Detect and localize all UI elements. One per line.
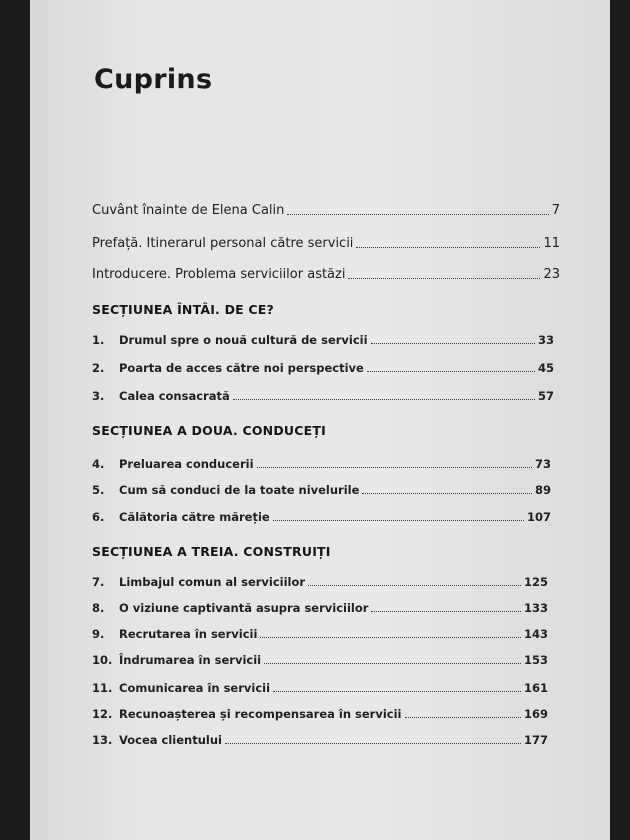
toc-entry-page: 11 (543, 236, 560, 251)
toc-item-page: 45 (537, 361, 554, 375)
toc-entry-label: Introducere. Problema serviciilor astăzi (92, 267, 346, 282)
toc-item-number: 2. (92, 361, 105, 375)
toc-item-number: 6. (92, 510, 105, 524)
toc-item-label: O viziune captivantă asupra serviciilor (119, 601, 369, 615)
dot-leader (264, 662, 521, 664)
toc-item-label: Vocea clientului (119, 733, 222, 747)
toc-item-label: Călătoria către măreție (119, 510, 270, 524)
dot-leader (257, 466, 532, 468)
toc-item-page: 73 (534, 457, 551, 471)
toc-item-page: 153 (523, 653, 548, 667)
toc-item-page: 177 (523, 733, 548, 747)
dot-leader (371, 342, 535, 344)
toc-entry-label: Prefață. Itinerarul personal către servicii (92, 236, 354, 251)
toc-item-number: 4. (92, 457, 105, 471)
section-heading: SECȚIUNEA A TREIA. CONSTRUIȚI (92, 544, 331, 559)
dot-leader (367, 370, 535, 372)
toc-item-number: 3. (92, 389, 105, 403)
toc-item (92, 707, 548, 721)
toc-item (92, 653, 548, 667)
section-heading: SECȚIUNEA A DOUA. CONDUCEȚI (92, 423, 326, 438)
dot-leader (405, 716, 521, 718)
toc-item (92, 627, 548, 641)
toc-item-number: 7. (92, 575, 105, 589)
toc-item-label: Îndrumarea în servicii (119, 653, 262, 667)
toc-entry-preface (92, 236, 560, 251)
toc-item-label: Recrutarea în servicii (119, 627, 258, 641)
toc-item-number: 5. (92, 483, 105, 497)
toc-item (92, 457, 551, 471)
dot-leader (308, 584, 521, 586)
toc-item-label: Recunoașterea și recompensarea în servicii (119, 707, 402, 721)
toc-item-page: 125 (523, 575, 548, 589)
toc-item-label: Limbajul comun al serviciilor (119, 575, 306, 589)
toc-item-number: 8. (92, 601, 105, 615)
toc-item-label: Calea consacrată (119, 389, 230, 403)
toc-item-number: 9. (92, 627, 105, 641)
toc-item (92, 361, 554, 375)
toc-item-page: 143 (523, 627, 548, 641)
dot-leader (371, 610, 521, 612)
toc-item-page: 33 (537, 333, 554, 347)
book-page (30, 0, 610, 840)
toc-item (92, 601, 548, 615)
dot-leader (348, 277, 540, 279)
toc-item-label: Cum să conduci de la toate nivelurile (119, 483, 360, 497)
dot-leader (356, 246, 540, 248)
toc-item-label: Preluarea conducerii (119, 457, 254, 471)
toc-entry-page: 7 (551, 203, 560, 218)
dot-leader (287, 213, 548, 215)
toc-entry-label: Cuvânt înainte de Elena Calin (92, 203, 285, 218)
toc-entry-foreword (92, 203, 560, 218)
toc-item-page: 89 (534, 483, 551, 497)
toc-item-number: 11. (92, 681, 113, 695)
toc-item (92, 483, 551, 497)
toc-item (92, 389, 554, 403)
toc-item-label: Poarta de acces către noi perspective (119, 361, 364, 375)
dot-leader (233, 398, 535, 400)
toc-item (92, 333, 554, 347)
toc-item-label: Drumul spre o nouă cultură de servicii (119, 333, 368, 347)
dot-leader (362, 492, 532, 494)
toc-entry-introduction (92, 267, 560, 282)
dot-leader (260, 636, 521, 638)
dot-leader (273, 519, 524, 521)
toc-item-page: 107 (526, 510, 551, 524)
toc-item-number: 12. (92, 707, 113, 721)
toc-item-page: 133 (523, 601, 548, 615)
dot-leader (225, 742, 521, 744)
section-heading: SECȚIUNEA ÎNTÂI. DE CE? (92, 302, 274, 317)
toc-item-number: 10. (92, 653, 113, 667)
toc-item (92, 681, 548, 695)
toc-item-page: 161 (523, 681, 548, 695)
toc-item (92, 510, 551, 524)
toc-item-page: 57 (537, 389, 554, 403)
toc-item-number: 13. (92, 733, 113, 747)
toc-entry-page: 23 (543, 267, 560, 282)
toc-item-page: 169 (523, 707, 548, 721)
page-title: Cuprins (94, 64, 213, 95)
toc-item (92, 733, 548, 747)
dot-leader (273, 690, 521, 692)
toc-item-number: 1. (92, 333, 105, 347)
toc-item (92, 575, 548, 589)
toc-item-label: Comunicarea în servicii (119, 681, 271, 695)
show-through-decoration (485, 40, 605, 160)
